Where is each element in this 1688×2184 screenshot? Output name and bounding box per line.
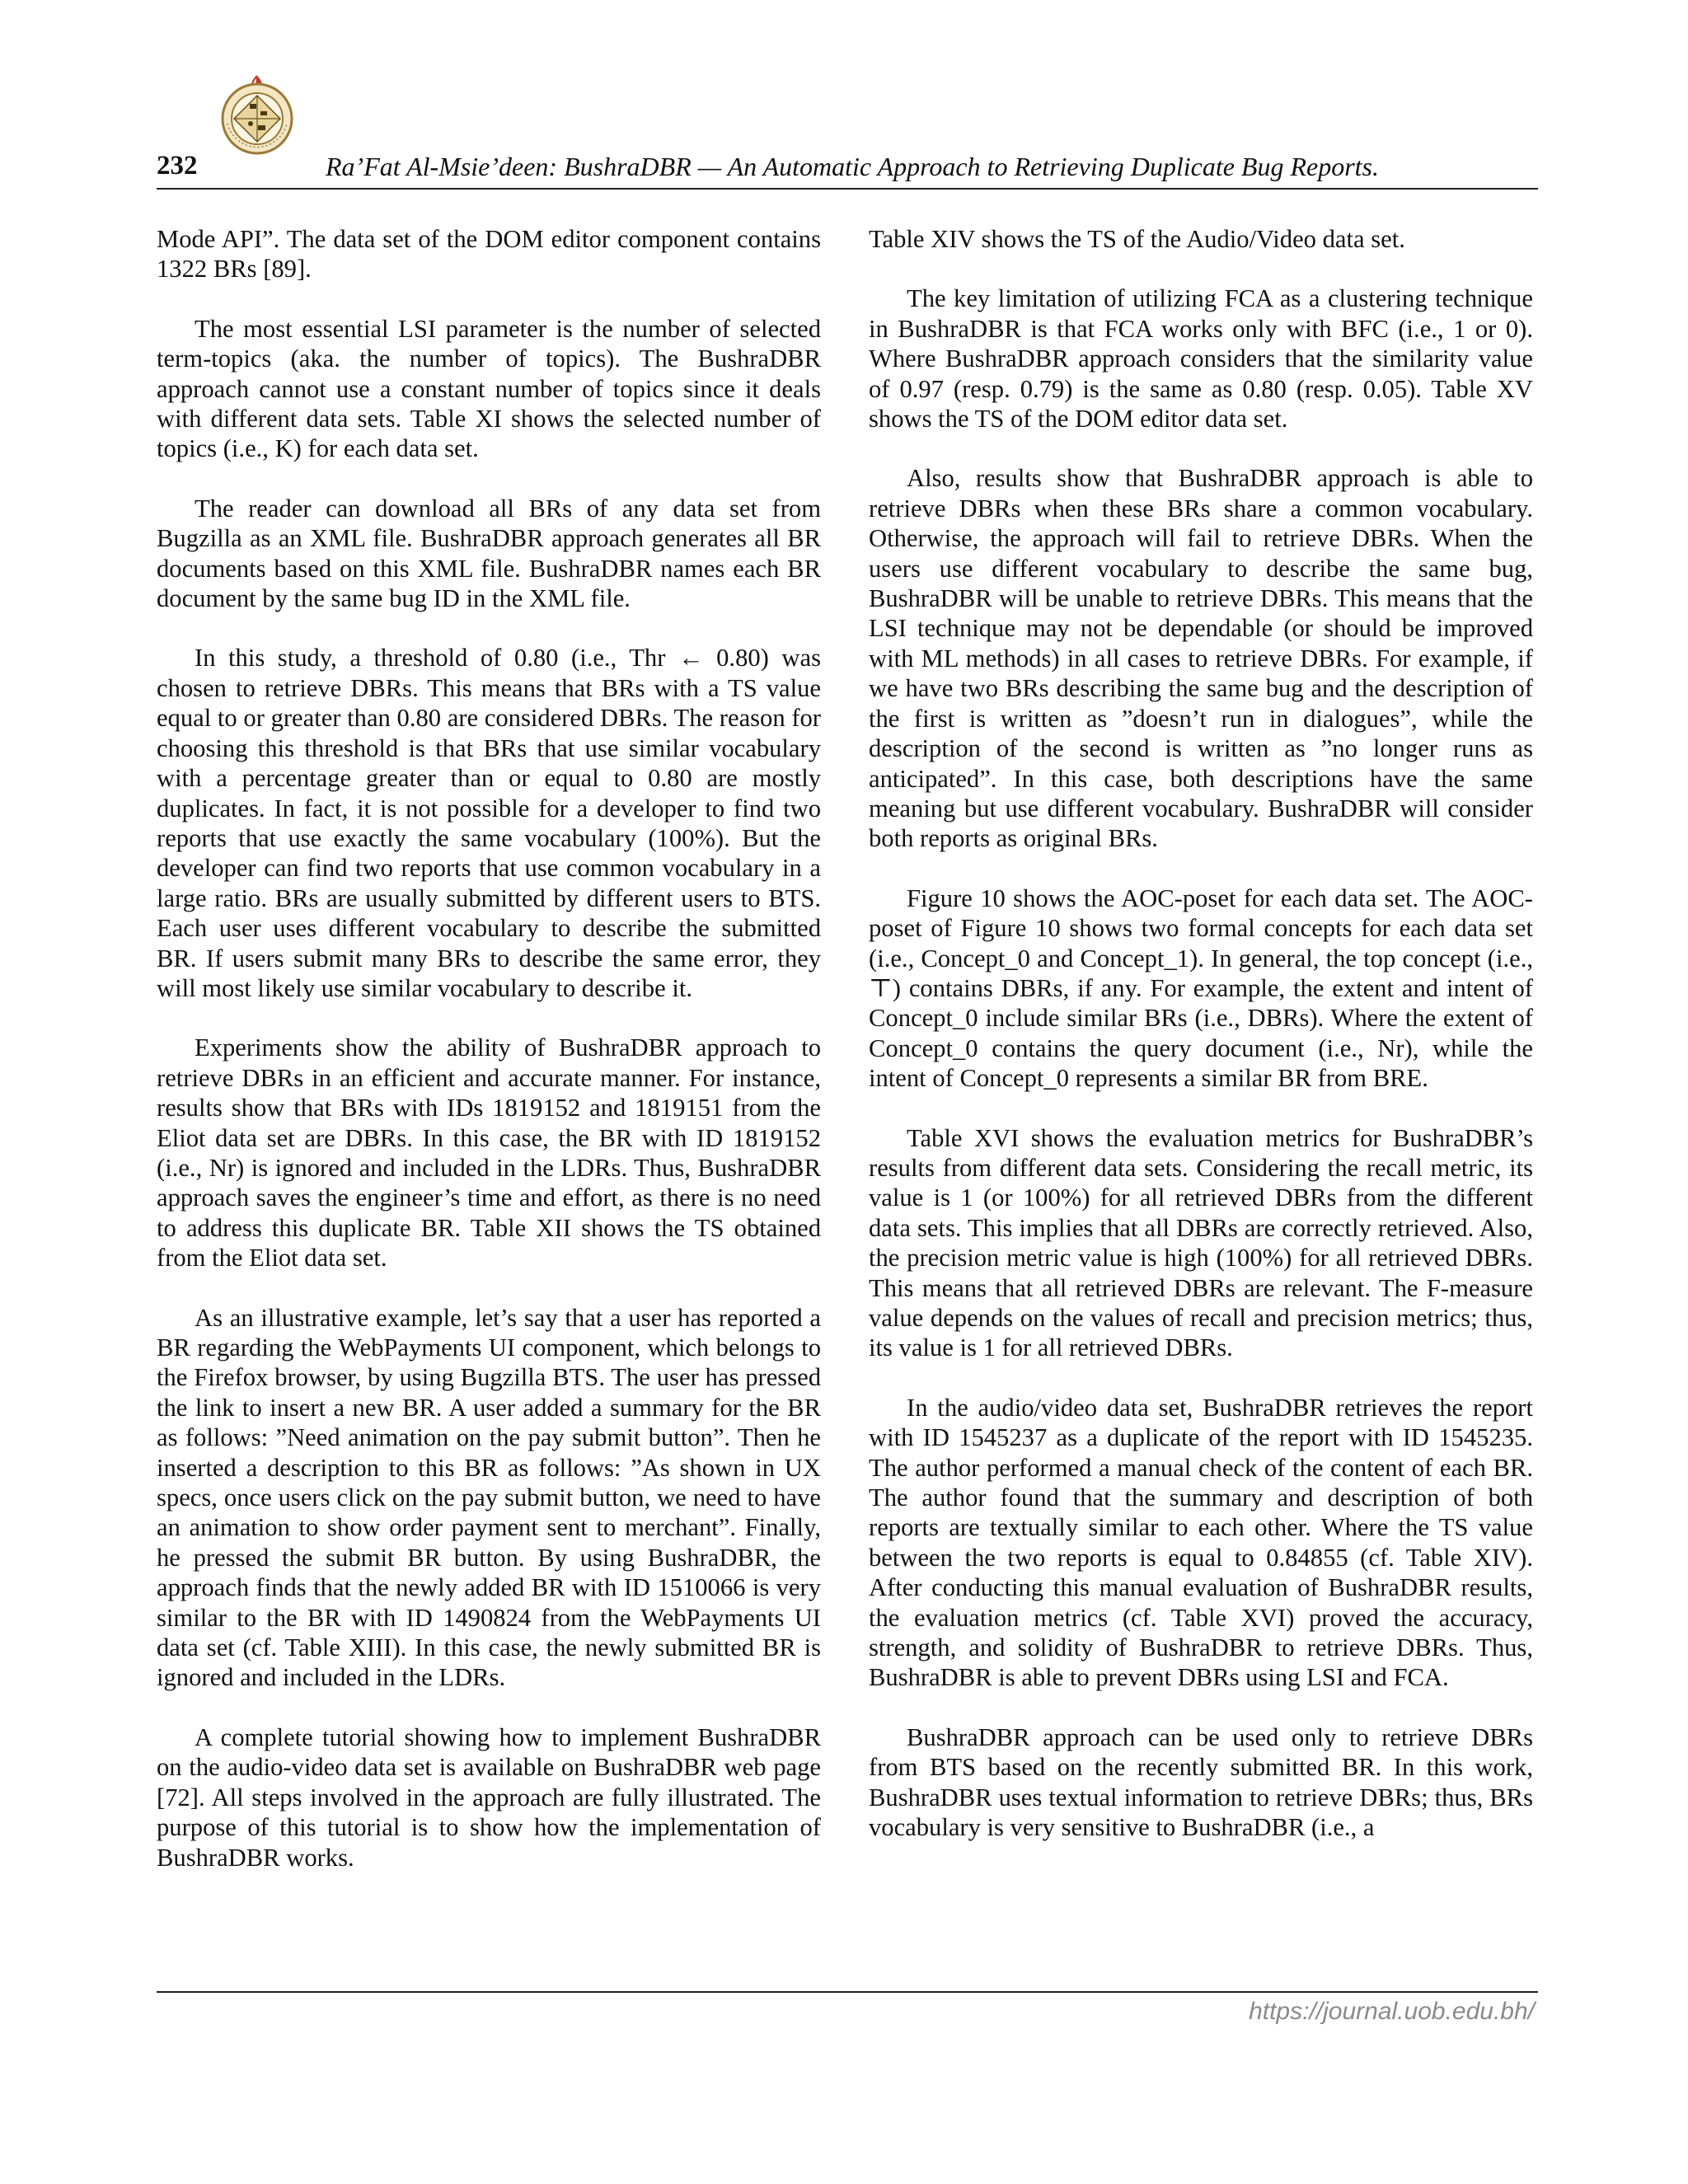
- paragraph: The most essential LSI parameter is the number of selected term-topics (aka. the number of topics). The BushraDBR approach cannot use a constant number of topics since it deals with different data sets. Table XI shows the selected number of topics (i.e., K) for each data set.: [157, 314, 821, 463]
- header-rule: [157, 188, 1538, 190]
- paragraph: In the audio/video data set, BushraDBR retrieves the report with ID 1545237 as a duplicate of the report with ID 1545235. The author performed a manual check of the content of each BR. The author found that the summary and description of both reports are textually similar to each other. Where the TS value between the two reports is equal to 0.84855 (cf. Table XIV). After conducting this manual evaluation of BushraDBR results, the evaluation metrics (cf. Table XVI) proved the accuracy, strength, and solidity of BushraDBR to retrieve DBRs. Thus, BushraDBR is able to prevent DBRs using LSI and FCA.: [869, 1393, 1533, 1692]
- paragraph: The reader can download all BRs of any data set from Bugzilla as an XML file. BushraDBR approach generates all BR documents based on this XML file. BushraDBR names each BR document by the same bug ID in the XML file.: [157, 494, 821, 613]
- paragraph: The key limitation of utilizing FCA as a clustering technique in BushraDBR is that FCA works only with BFC (i.e., 1 or 0). Where BushraDBR approach considers that the similarity value of 0.97 (resp. 0.79) is the same as 0.80 (resp. 0.05). Table XV shows the TS of the DOM editor data set.: [869, 284, 1533, 434]
- paragraph: Experiments show the ability of BushraDBR approach to retrieve DBRs in an efficient and accurate manner. For instance, results show that BRs with IDs 1819152 and 1819151 from the Eliot data set are DBRs. In this case, the BR with ID 1819152 (i.e., Nr) is ignored and included in the LDRs. Thus, BushraDBR approach saves the engineer’s time and effort, as there is no need to address this duplicate BR. Table XII shows the TS obtained from the Eliot data set.: [157, 1033, 821, 1272]
- paragraph: Mode API”. The data set of the DOM editor component contains 1322 BRs [89].: [157, 225, 821, 284]
- right-column: [869, 224, 1533, 1843]
- paragraph: A complete tutorial showing how to implement BushraDBR on the audio-video data set is available on BushraDBR web page [72]. All steps involved in the approach are fully illustrated. The purpose of this tutorial is to show how the implementation of BushraDBR works.: [157, 1722, 821, 1872]
- paragraph: Also, results show that BushraDBR approach is able to retrieve DBRs when these BRs share a common vocabulary. Otherwise, the approach will fail to retrieve DBRs. When the users use different vocabulary to describe the same bug, BushraDBR will be unable to retrieve DBRs. This means that the LSI technique may not be dependable (or should be improved with ML methods) in all cases to retrieve DBRs. For example, if we have two BRs describing the same bug and the description of the first is written as ”doesn’t run in dialogues”, while the description of the second is written as ”no longer runs as anticipated”. In this case, both descriptions have the same meaning but use different vocabulary. BushraDBR will consider both reports as original BRs.: [869, 464, 1533, 853]
- running-title: Ra’Fat Al-Msie’deen: BushraDBR — An Automatic Approach to Retrieving Duplicate Bug Reports.: [326, 152, 1379, 181]
- university-of-bahrain-seal-icon: [213, 73, 302, 157]
- paragraph: Table XVI shows the evaluation metrics for BushraDBR’s results from different data sets. Considering the recall metric, its value is 1 (or 100%) for all retrieved DBRs from the different data sets. This implies that all DBRs are correctly retrieved. Also, the precision metric value is high (100%) for all retrieved DBRs. This means that all retrieved DBRs are relevant. The F-measure value depends on the values of recall and precision metrics; thus, its value is 1 for all retrieved DBRs.: [869, 1123, 1533, 1362]
- page-number: 232: [157, 151, 198, 180]
- page-header: [157, 73, 1538, 188]
- footer-url[interactable]: https://journal.uob.edu.bh/: [1249, 1998, 1535, 2025]
- paragraph: As an illustrative example, let’s say that a user has reported a BR regarding the WebPayments UI component, which belongs to the Firefox browser, by using Bugzilla BTS. The user has pressed the link to insert a new BR. A user added a summary for the BR as follows: ”Need animation on the pay submit button”. Then he inserted a description to this BR as follows: ”As shown in UX specs, once users click on the pay submit button, we need to have an animation to show order payment sent to merchant”. Finally, he pressed the submit BR button. By using BushraDBR, the approach finds that the newly added BR with ID 1510066 is very similar to the BR with ID 1490824 from the WebPayments UI data set (cf. Table XIII). In this case, the newly submitted BR is ignored and included in the LDRs.: [157, 1303, 821, 1692]
- paragraph: Table XIV shows the TS of the Audio/Video data set.: [869, 225, 1405, 253]
- left-column: [157, 224, 821, 1872]
- footer-rule: [157, 1991, 1538, 1993]
- paragraph: BushraDBR approach can be used only to retrieve DBRs from BTS based on the recently submitted BR. In this work, BushraDBR uses textual information to retrieve DBRs; thus, BRs vocabulary is very sensitive to BushraDBR (i.e., a: [869, 1722, 1533, 1842]
- paragraph: In this study, a threshold of 0.80 (i.e., Thr ← 0.80) was chosen to retrieve DBRs. This means that BRs with a TS value equal to or greater than 0.80 are considered DBRs. The reason for choosing this threshold is that BRs that use similar vocabulary with a percentage greater than or equal to 0.80 are mostly duplicates. In fact, it is not possible for a developer to find two reports that use exactly the same vocabulary (100%). But the developer can find two reports that use common vocabulary in a large ratio. BRs are usually submitted by different users to BTS. Each user uses different vocabulary to describe the submitted BR. If users submit many BRs to describe the same error, they will most likely use similar vocabulary to describe it.: [157, 644, 821, 1002]
- paragraph: Figure 10 shows the AOC-poset for each data set. The AOC-poset of Figure 10 shows two formal concepts for each data set (i.e., Concept_0 and Concept_1). In general, the top concept (i.e., ⊤) contains DBRs, if any. For example, the extent and intent of Concept_0 include similar BRs (i.e., DBRs). Where the extent of Concept_0 contains the query document (i.e., Nr), while the intent of Concept_0 represents a similar BR from BRE.: [869, 883, 1533, 1093]
